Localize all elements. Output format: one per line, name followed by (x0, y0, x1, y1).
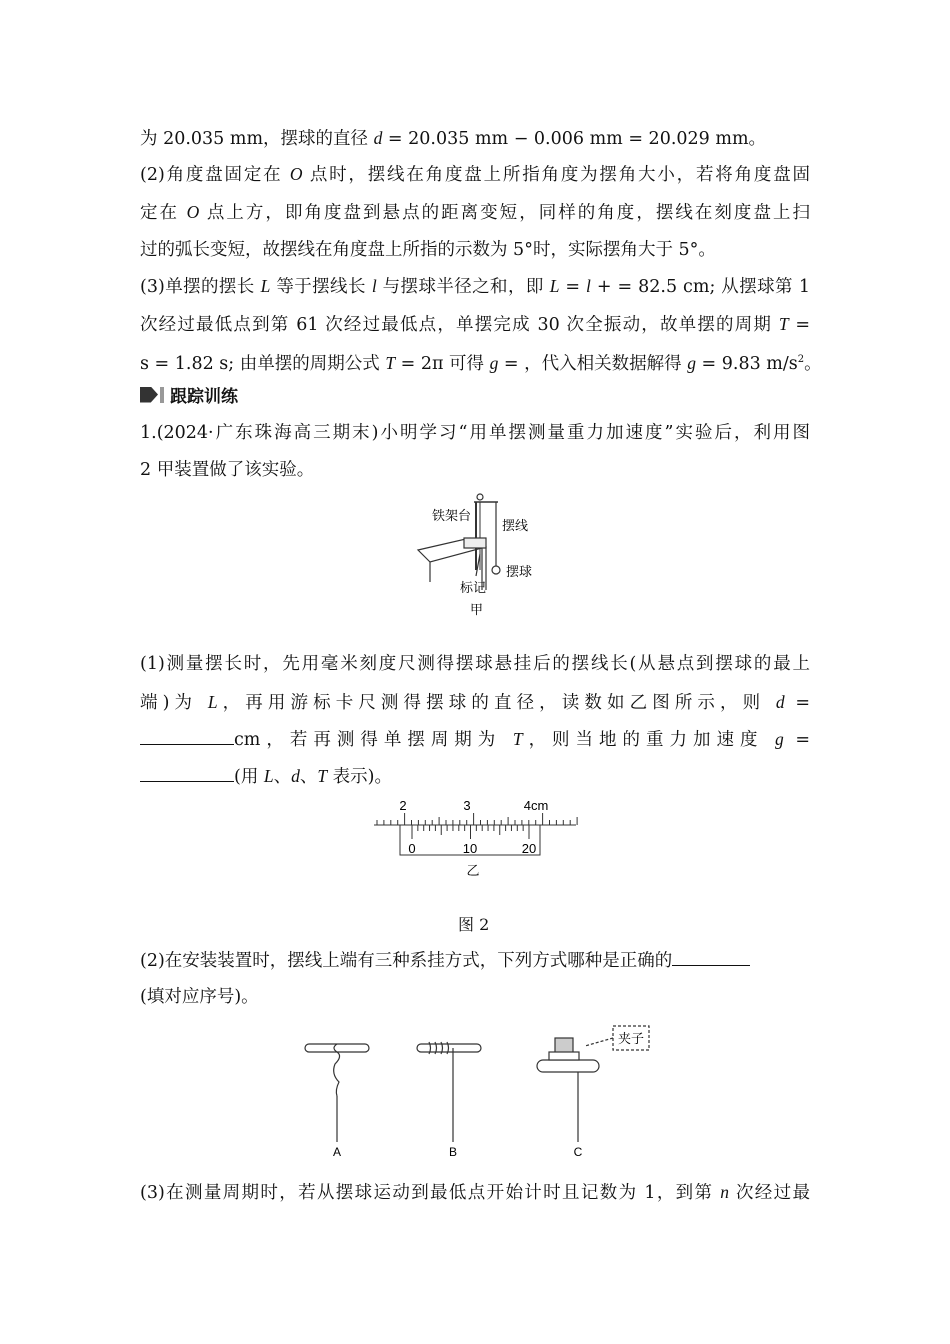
question-1-part2-line2: (填对应序号)。 (140, 987, 259, 1007)
rod-a (305, 1044, 369, 1052)
label-stand: 铁架台 (432, 508, 472, 523)
label-clip: 夹子 (617, 1031, 645, 1046)
section-arrow-icon (140, 387, 158, 403)
solution-part2-line2: 定在 O 点上方，即角度盘到悬点的距离变短，同样的角度，摆线在刻度盘上扫 (140, 202, 810, 223)
solution-part3-line2: 次经过最低点到第 61 次经过最低点，单摆完成 30 次全振动，故单摆的周期 T = (140, 314, 810, 335)
pendulum-ball (492, 566, 500, 574)
figure-hanging-methods (295, 1020, 665, 1165)
solution-part3-line1: (3)单摆的摆长 L 等于摆线长 l 与摆球半径之和，即 L = l + = 82.5 cm; 从摆球第 1 (140, 276, 810, 297)
label-a: A (332, 1145, 342, 1159)
solution-line-1: 为 20.035 mm，摆球的直径 d = 20.035 mm − 0.006 mm = 20.029 mm。 (140, 128, 767, 149)
figure-2-caption: 图 2 (458, 915, 490, 934)
figure-jia-apparatus (410, 490, 560, 620)
solution-part2-line3: 过的弧长变短，故摆线在角度盘上所指的示数为 5°时，实际摆角大于 5°。 (140, 240, 716, 260)
solution-part2-line1: (2)角度盘固定在 O 点时，摆线在角度盘上所指角度为摆角大小，若将角度盘固 (140, 164, 810, 185)
figure-yi-vernier (370, 795, 580, 880)
main-label-4cm: 4cm (523, 798, 549, 813)
vernier-label-10: 10 (462, 841, 478, 856)
answer-blank-method[interactable] (672, 948, 750, 966)
question-1-part3-line1: (3)在测量周期时，若从摆球运动到最低点开始计时且记数为 1，到第 n 次经过最 (140, 1182, 811, 1203)
vernier-label-20: 20 (521, 841, 537, 856)
vernier-label-0: 0 (408, 841, 416, 856)
question-1-line1: 1.(2024·广东珠海高三期末)小明学习“用单摆测量重力加速度”实验后，利用图 (140, 423, 810, 443)
section-bar-icon (160, 387, 164, 403)
label-string: 摆线 (502, 518, 529, 533)
question-1-part1-line2: 端)为 L，再用游标卡尺测得摆球的直径，读数如乙图所示，则 d = (140, 692, 811, 713)
solution-part3-line3: s = 1.82 s; 由单摆的周期公式 T = 2π 可得 g = ，代入相关数据解得 g = 9.83 $m/s^2$。 (140, 352, 822, 374)
main-label-3: 3 (463, 798, 471, 813)
question-1-line2: 2 甲装置做了该实验。 (140, 460, 315, 480)
label-mark: 标记 (460, 580, 487, 595)
section-header (140, 382, 238, 407)
label-ball: 摆球 (506, 564, 533, 579)
answer-blank-g[interactable] (140, 764, 234, 782)
answer-blank-d[interactable] (140, 727, 234, 745)
section-title: 跟踪训练 (170, 387, 238, 407)
label-c: C (573, 1145, 583, 1159)
caption-jia: 甲 (470, 602, 484, 617)
question-1-part2-line1: (2)在安装装置时，摆线上端有三种系挂方式，下列方式哪种是正确的 (140, 948, 750, 973)
question-1-part1-line4: (用 L、d、T 表示)。 (140, 764, 392, 789)
question-1-part1-line3: cm，若再测得单摆周期为 T，则当地的重力加速度 g = (140, 727, 810, 752)
caption-yi: 乙 (466, 863, 480, 878)
question-1-part1-line1: (1)测量摆长时，先用毫米刻度尺测得摆球悬挂后的摆线长(从悬点到摆球的最上 (140, 654, 810, 674)
rod-c (537, 1060, 599, 1072)
label-b: B (448, 1145, 458, 1159)
main-label-2: 2 (399, 798, 407, 813)
